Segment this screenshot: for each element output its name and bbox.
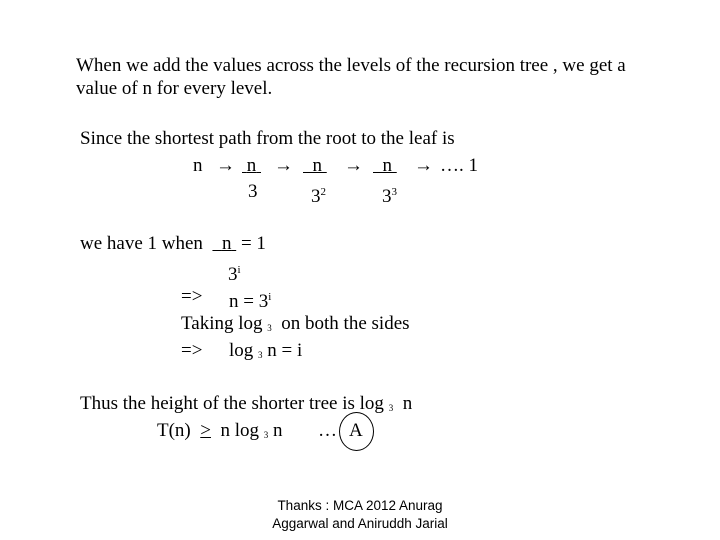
path-denominator-2: $3^2$ xyxy=(311,186,326,207)
path-arrow-3: → xyxy=(344,155,363,176)
credit-line-2: Aggarwal and Aniruddh Jarial xyxy=(272,516,448,531)
equation-label: A xyxy=(349,420,363,441)
path-arrow-4: → xyxy=(414,155,433,176)
derivation-line-1: we have 1 when n = 1 xyxy=(80,233,266,254)
credit xyxy=(250,497,470,533)
derivation-line-5: log $_3$ n = i xyxy=(229,340,303,361)
path-arrow-2: → xyxy=(274,155,293,176)
path-denominator-3: $3^3$ xyxy=(382,186,397,207)
path-fraction-3-numerator: n xyxy=(382,155,392,176)
derivation-line-3: $n = 3^i$ xyxy=(229,291,272,312)
conclusion-line-1: Thus the height of the shorter tree is log $_3$ n xyxy=(80,393,413,414)
derivation-line-3-arrow: => xyxy=(181,286,203,307)
intro-line-2: value of n for every level. xyxy=(76,78,273,99)
path-denominator-1: 3 xyxy=(248,181,258,202)
path-fraction-2-numerator: n xyxy=(312,155,322,176)
derivation-line-5-arrow: => xyxy=(181,340,203,361)
path-n-root: n xyxy=(193,155,203,176)
derivation-line-4: Taking log $_3$ on both the sides xyxy=(181,313,410,334)
path-heading: Since the shortest path from the root to the leaf is xyxy=(80,128,455,149)
path-arrow-1: → xyxy=(216,155,235,176)
credit-line-1: Thanks : MCA 2012 Anurag xyxy=(277,498,443,513)
path-tail: …. 1 xyxy=(440,155,478,176)
conclusion-dots: … xyxy=(318,420,337,441)
intro-line-1: When we add the values across the levels of the recursion tree , we get a xyxy=(76,55,626,76)
conclusion-line-2: T(n) > n log $_3$ n xyxy=(157,420,283,441)
path-fraction-1-numerator: n xyxy=(246,155,257,176)
derivation-line-2: 3$^i$ xyxy=(228,264,241,285)
